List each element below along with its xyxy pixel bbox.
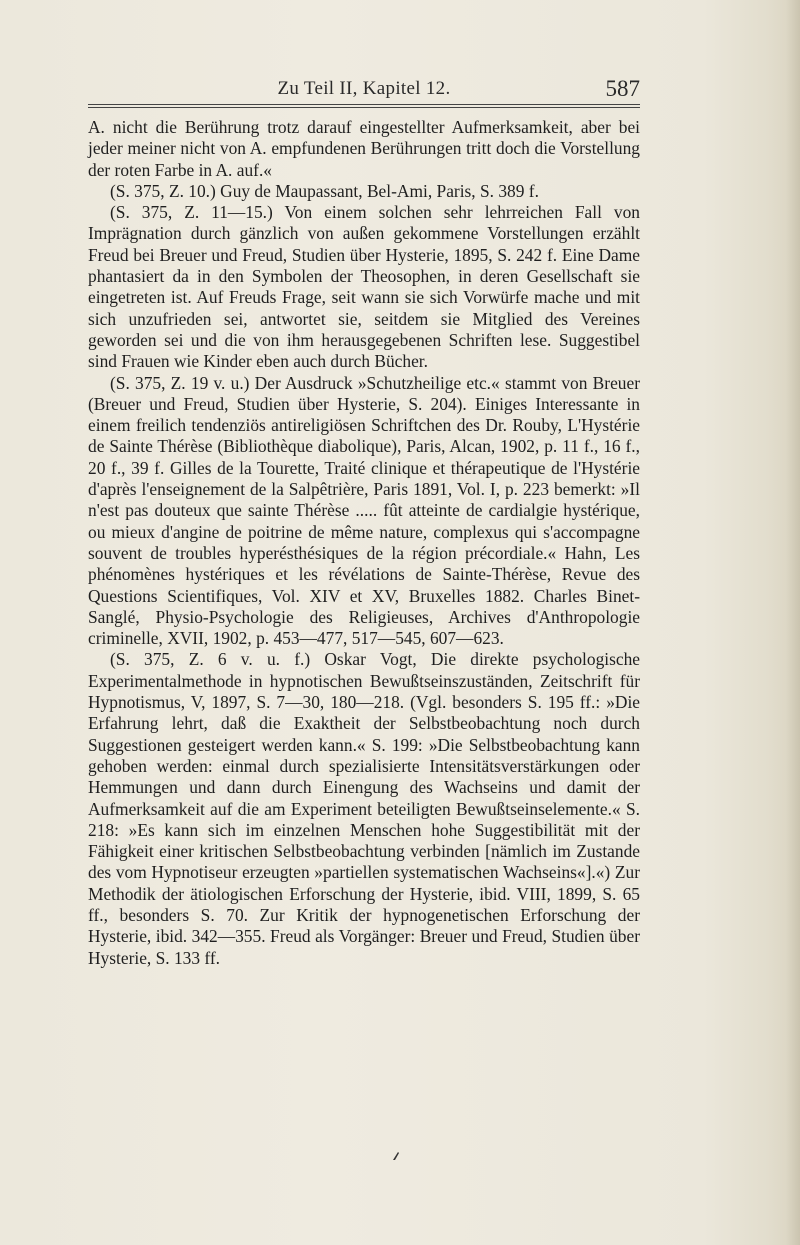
page-number: 587 — [605, 76, 640, 101]
header-rule-top — [88, 104, 640, 105]
page-edge-shadow — [786, 0, 800, 1245]
ink-mark-icon — [392, 1151, 400, 1161]
note-s375-z10: (S. 375, Z. 10.) Guy de Maupassant, Bel-Ami, Paris, S. 389 f. — [110, 180, 539, 201]
note-s375-z11-15: (S. 375, Z. 11—15.) Von einem solchen sehr lehrreichen Fall von Imprägnation durch gänzlich von außen gekommene Vorstellungen erzählt Freud bei Breuer und Freud, Studien über Hysterie, 1895, S. 242 f. Eine Dame phantasiert da in den Symbolen der Theosophen, in deren Gesellschaft sie eingetreten ist. Auf Freuds Frage, seit wann sie sich Vorwürfe mache und mit sich unzufrieden sei, antwortet sie, seitdem sie Mitglied des Vereines geworden sei und die von ihm herausgegebenen Schriften lese. Suggestibel sind Frauen wie Kinder eben auch durch Bücher. — [88, 202, 640, 372]
running-head: Zu Teil II, Kapitel 12. — [277, 78, 451, 99]
note-s375-z19: (S. 375, Z. 19 v. u.) Der Ausdruck »Schutzheilige etc.« stammt von Breuer (Breuer und Freud, Studien über Hysterie, S. 204). Einiges Interessante in einem freilich tendenziös antireligiösen Schriftchen des Dr. Rouby, L'Hystérie de Sainte Thérèse (Bibliothèque diabolique), Paris, Alcan, 1902, p. 11 f., 16 f., 20 f., 39 f. Gilles de la Tourette, Traité clinique et thérapeutique de l'Hystérie d'après l'enseignement de la Salpêtrière, Paris 1891, Vol. I, p. 223 bemerkt: »Il n'est pas douteux que sainte Thérèse ..... fût atteinte de cardialgie hystérique, ou mieux d'angine de poitrine de même nature, complexus qui s'accompagne souvent de troubles hyperésthésiques de la région précordiale.« Hahn, Les phénomènes hystériques et les révélations de Sainte-Thérèse, Revue des Questions Scientifiques, Vol. XIV et XV, Bruxelles 1882. Charles Binet-Sanglé, Physio-Psychologie des Religieuses, Archives d'Anthropologie criminelle, XVII, 1902, p. 453—477, 517—545, 607—623. — [88, 372, 640, 649]
header-rule-bottom — [88, 107, 640, 108]
paragraph-continuation: A. nicht die Berührung trotz darauf eingestellter Aufmerksamkeit, aber bei jeder meiner nicht von A. empfundenen Berührungen tritt doch die Vorstellung der roten Farbe in A. auf.« — [88, 117, 640, 180]
note-s375-z6: (S. 375, Z. 6 v. u. f.) Oskar Vogt, Die direkte psychologische Experimentalmethode in hypnotischen Bewußtseinszuständen, Zeitschrift für Hypnotismus, V, 1897, S. 7—30, 180—218. (Vgl. besonders S. 195 ff.: »Die Erfahrung lehrt, daß die Exaktheit der Selbstbeobachtung noch durch Suggestionen gesteigert werden kann.« S. 199: »Die Selbstbeobachtung kann gehoben werden: einmal durch spezialisierte Intensitätsverstärkungen oder Hemmungen und dann durch Einengung des Wachseins und damit der Aufmerksamkeit auf die am Experiment beteiligten Bewußtseinselemente.« S. 218: »Es kann sich im einzelnen Menschen hohe Suggestibilität mit der Fähigkeit einer kritischen Selbstbeobachtung verbinden [nämlich im Zustande des vom Hypnotiseur erzeugten »partiellen systematischen Wachseins«].«) Zur Methodik der ätiologischen Erforschung der Hysterie, ibid. VIII, 1899, S. 65 ff., besonders S. 70. Zur Kritik der hypnogenetischen Erforschung der Hysterie, ibid. 342—355. Freud als Vorgänger: Breuer und Freud, Studien über Hysterie, S. 133 ff. — [88, 649, 640, 968]
page-header — [88, 76, 640, 106]
body-text — [88, 117, 640, 969]
